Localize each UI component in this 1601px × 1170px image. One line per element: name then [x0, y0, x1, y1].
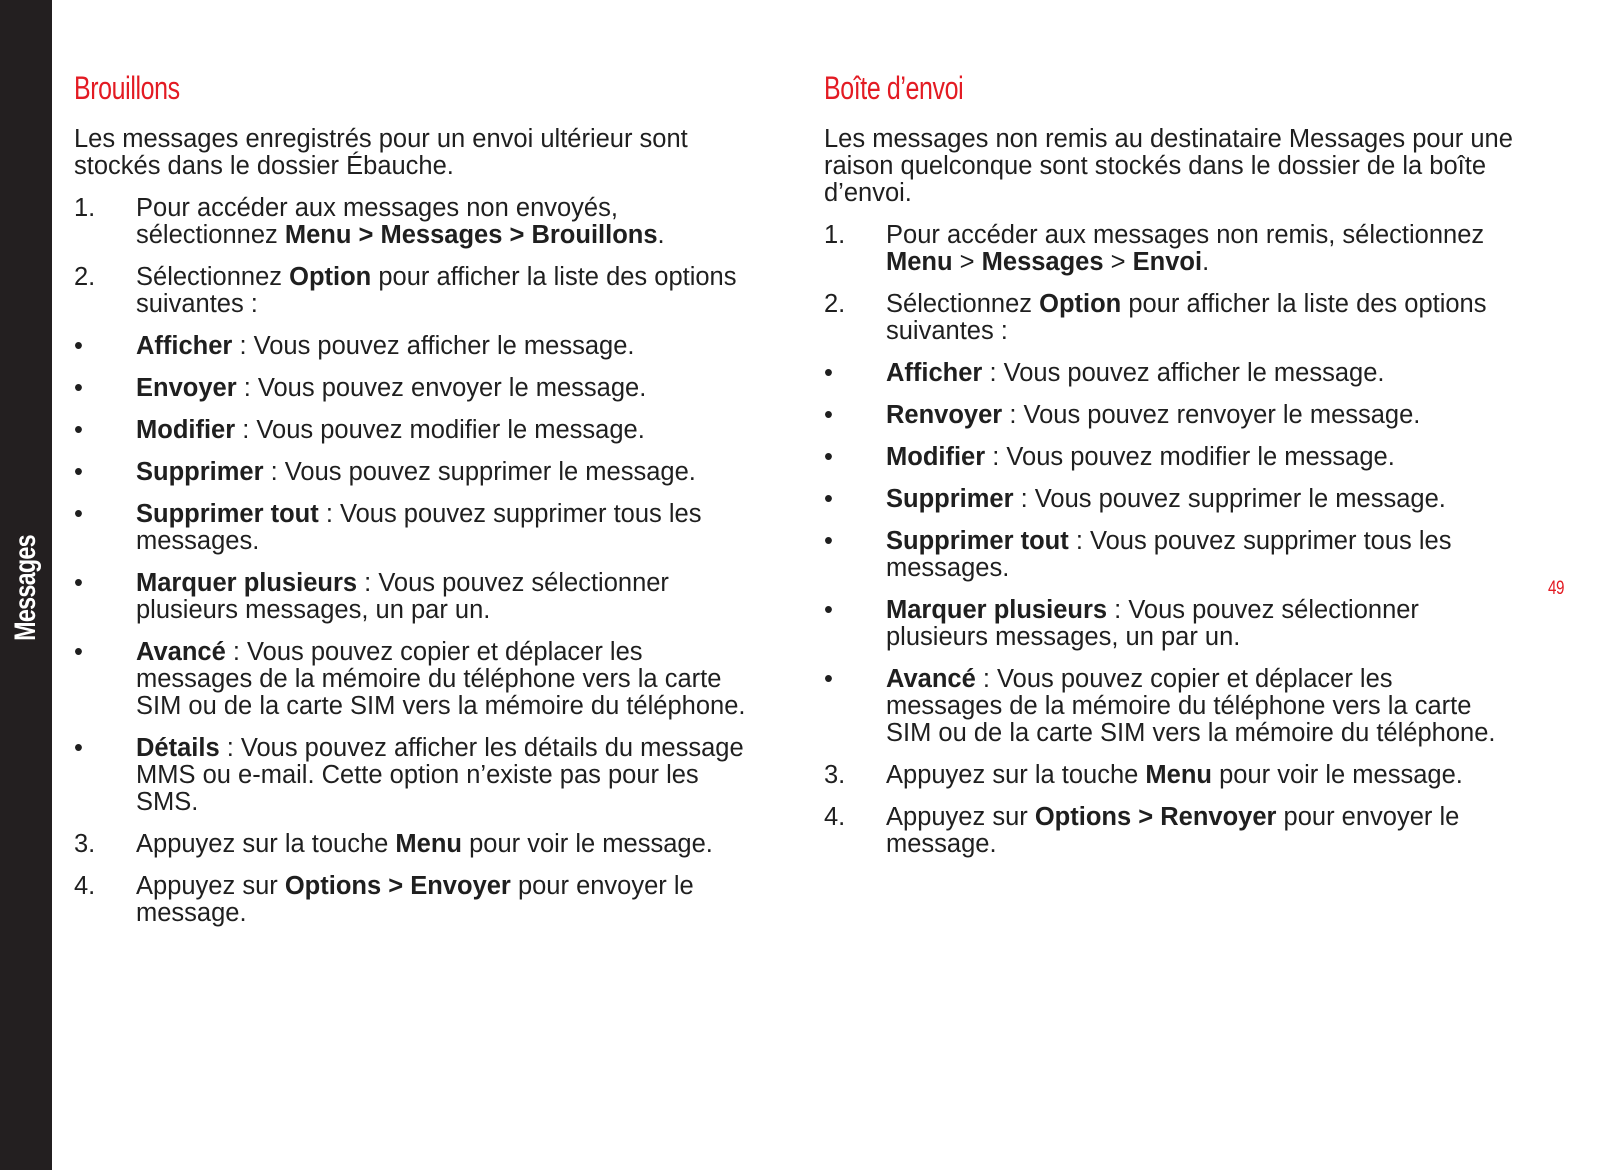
item-marker: 1.	[824, 221, 846, 249]
text-run: : Vous pouvez modifier le message.	[235, 416, 645, 444]
item-text	[886, 804, 1514, 858]
bullet-item	[74, 639, 764, 720]
bullet-item	[74, 417, 764, 444]
bold-term: Modifier	[886, 443, 986, 471]
item-text	[886, 762, 1514, 789]
bold-term: Supprimer	[886, 485, 1014, 513]
text-run: : Vous pouvez modifier le message.	[985, 443, 1395, 471]
text-run: Pour accéder aux messages non remis, sélectionnez	[886, 221, 1485, 249]
bold-term: Avancé	[886, 665, 976, 693]
bold-term: Options > Renvoyer	[1034, 803, 1277, 831]
item-text	[886, 597, 1514, 651]
bold-term: Détails	[136, 734, 220, 762]
text-run: Appuyez sur la touche	[886, 761, 1146, 789]
item-marker: •	[74, 374, 83, 402]
text-run: : Vous pouvez copier et déplacer les messages de la mémoire du téléphone vers la carte SIM ou de la carte SIM vers la mémoire du téléphone.	[886, 665, 1496, 747]
item-text	[886, 444, 1514, 471]
item-text	[886, 291, 1514, 345]
page-number: 49	[1548, 578, 1565, 599]
text-run: : Vous pouvez supprimer le message.	[263, 458, 696, 486]
bold-term: Marquer plusieurs	[136, 569, 358, 597]
bold-term: Afficher	[136, 332, 233, 360]
bold-term: Option	[1039, 290, 1122, 318]
bold-term: Supprimer	[136, 458, 264, 486]
bullet-item	[74, 735, 764, 816]
item-text	[136, 264, 764, 318]
item-text	[136, 873, 764, 927]
bold-term: Menu > Messages > Brouillons	[284, 221, 658, 249]
item-text	[136, 570, 764, 624]
step-item	[74, 831, 764, 858]
item-text	[886, 528, 1514, 582]
item-text	[886, 222, 1514, 276]
text-run: pour envoyer le message.	[886, 803, 1460, 858]
item-text	[136, 501, 764, 555]
bold-term: Menu	[395, 830, 462, 858]
item-text	[886, 402, 1514, 429]
step-item	[824, 804, 1514, 858]
bold-term: Modifier	[136, 416, 236, 444]
item-marker: 3.	[74, 830, 96, 858]
text-run: Sélectionnez	[136, 263, 290, 291]
item-text	[136, 831, 764, 858]
bullet-item	[824, 360, 1514, 387]
bold-term: Menu	[886, 248, 953, 276]
item-marker: •	[74, 416, 83, 444]
bold-term: Envoyer	[136, 374, 237, 402]
item-marker: •	[824, 527, 833, 555]
item-marker: •	[74, 332, 83, 360]
bullet-item	[824, 402, 1514, 429]
text-run: : Vous pouvez supprimer tous les messages.	[886, 527, 1452, 582]
item-text	[136, 417, 764, 444]
text-run: : Vous pouvez afficher les détails du message MMS ou e-mail. Cette option n’existe pas pour les SMS.	[136, 734, 744, 816]
text-run: pour afficher la liste des options suivantes :	[136, 263, 737, 318]
text-run: >	[952, 248, 982, 276]
item-marker: 4.	[824, 803, 846, 831]
item-marker: 2.	[74, 263, 96, 291]
text-run: : Vous pouvez afficher le message.	[232, 332, 635, 360]
text-run: Sélectionnez	[886, 290, 1040, 318]
column-boite-envoi	[824, 70, 1514, 873]
item-text	[886, 360, 1514, 387]
text-run: : Vous pouvez envoyer le message.	[236, 374, 647, 402]
text-run: : Vous pouvez sélectionner plusieurs messages, un par un.	[136, 569, 669, 624]
item-text	[136, 459, 764, 486]
item-marker: 2.	[824, 290, 846, 318]
bold-term: Afficher	[886, 359, 983, 387]
text-run: Pour accéder aux messages non envoyés, sélectionnez	[136, 194, 618, 249]
item-marker: •	[74, 734, 83, 762]
step-item	[74, 873, 764, 927]
step-item	[824, 222, 1514, 276]
text-run: : Vous pouvez renvoyer le message.	[1002, 401, 1421, 429]
item-marker: •	[74, 458, 83, 486]
item-text	[136, 333, 764, 360]
text-run: .	[657, 221, 665, 249]
item-marker: •	[824, 359, 833, 387]
item-marker: •	[824, 665, 833, 693]
item-marker: •	[824, 401, 833, 429]
bold-term: Options > Envoyer	[284, 872, 511, 900]
bold-term: Envoi	[1132, 248, 1203, 276]
step-item	[74, 195, 764, 249]
column-brouillons	[74, 70, 764, 942]
item-marker: •	[74, 638, 83, 666]
instruction-list	[74, 195, 764, 927]
side-tab	[0, 0, 52, 1170]
item-text	[136, 639, 764, 720]
text-run: : Vous pouvez sélectionner plusieurs messages, un par un.	[886, 596, 1419, 651]
bold-term: Messages	[981, 248, 1104, 276]
item-marker: •	[824, 596, 833, 624]
text-run: : Vous pouvez supprimer tous les messages.	[136, 500, 702, 555]
text-run: pour envoyer le message.	[136, 872, 694, 927]
text-run: : Vous pouvez supprimer le message.	[1013, 485, 1446, 513]
bullet-item	[824, 666, 1514, 747]
text-run: Appuyez sur	[136, 872, 285, 900]
bold-term: Renvoyer	[886, 401, 1003, 429]
text-run: : Vous pouvez copier et déplacer les messages de la mémoire du téléphone vers la carte SIM ou de la carte SIM vers la mémoire du téléphone.	[136, 638, 746, 720]
bold-term: Supprimer tout	[136, 500, 319, 528]
text-run: pour afficher la liste des options suivantes :	[886, 290, 1487, 345]
bullet-item	[74, 333, 764, 360]
text-run: Appuyez sur la touche	[136, 830, 396, 858]
bold-term: Avancé	[136, 638, 226, 666]
bullet-item	[74, 501, 764, 555]
bold-term: Marquer plusieurs	[886, 596, 1108, 624]
bullet-item	[74, 459, 764, 486]
step-item	[74, 264, 764, 318]
text-run: pour voir le message.	[462, 830, 713, 858]
instruction-list	[824, 222, 1514, 858]
item-marker: •	[824, 443, 833, 471]
item-marker: •	[824, 485, 833, 513]
item-marker: 3.	[824, 761, 846, 789]
bullet-item	[824, 528, 1514, 582]
text-run: Appuyez sur	[886, 803, 1035, 831]
item-marker: •	[74, 569, 83, 597]
section-intro: Les messages non remis au destinataire Messages pour une raison quelconque sont stockés dans le dossier de la boîte d’envoi.	[824, 125, 1513, 207]
bullet-item	[824, 444, 1514, 471]
item-marker: •	[74, 500, 83, 528]
text-run: pour voir le message.	[1212, 761, 1463, 789]
section-title: Boîte d’envoi	[824, 70, 964, 106]
bold-term: Option	[289, 263, 372, 291]
item-text	[136, 195, 764, 249]
bold-term: Menu	[1145, 761, 1212, 789]
side-tab-label: Messages	[9, 535, 42, 641]
bullet-item	[74, 375, 764, 402]
item-text	[136, 735, 764, 816]
item-text	[886, 666, 1514, 747]
item-text	[886, 486, 1514, 513]
item-marker: 4.	[74, 872, 96, 900]
bullet-item	[824, 486, 1514, 513]
bullet-item	[74, 570, 764, 624]
item-marker: 1.	[74, 194, 96, 222]
section-title: Brouillons	[74, 70, 180, 106]
text-run: .	[1202, 248, 1210, 276]
text-run: : Vous pouvez afficher le message.	[982, 359, 1385, 387]
text-run: >	[1103, 248, 1133, 276]
step-item	[824, 291, 1514, 345]
section-intro: Les messages enregistrés pour un envoi ultérieur sont stockés dans le dossier Ébauche.	[74, 125, 688, 180]
step-item	[824, 762, 1514, 789]
bullet-item	[824, 597, 1514, 651]
bold-term: Supprimer tout	[886, 527, 1069, 555]
item-text	[136, 375, 764, 402]
